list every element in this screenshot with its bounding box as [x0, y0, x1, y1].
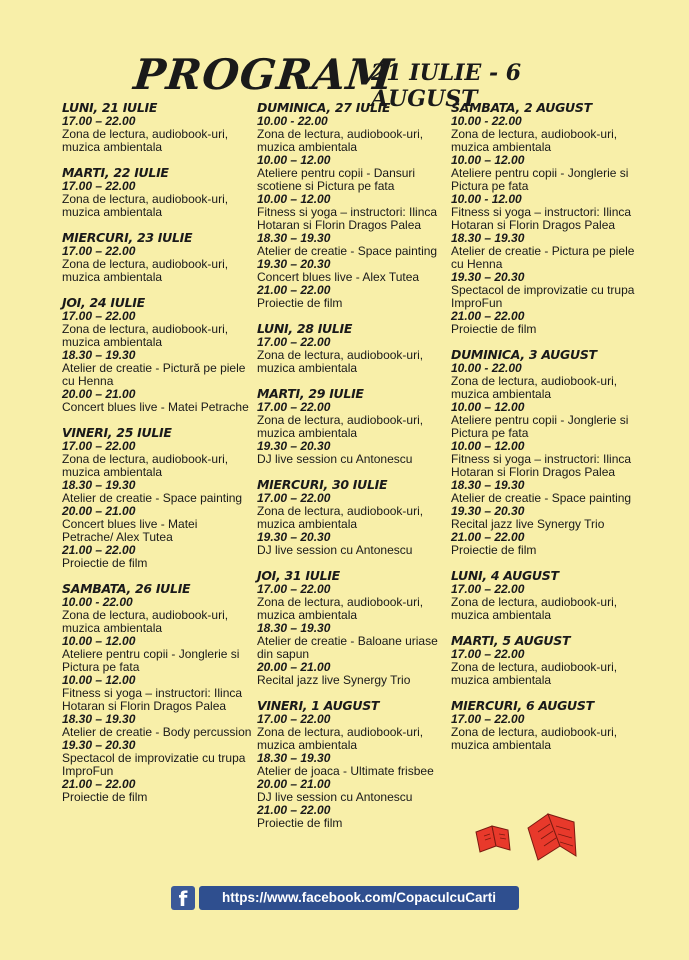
event-time: 10.00 - 22.00 — [62, 595, 133, 609]
event-time: 17.00 – 22.00 — [451, 582, 525, 596]
day-block — [62, 296, 252, 414]
event-activity: Proiectie de film — [451, 543, 537, 557]
books-illustration — [472, 812, 582, 866]
day-block — [62, 582, 252, 804]
event-activity: Ateliere pentru copii - Jonglerie si Pictura pe fata — [451, 166, 629, 193]
event-activity: Atelier de creatie - Baloane uriase din sapun — [257, 634, 438, 661]
event-activity: Spectacol de improvizatie cu trupa ImproFun — [451, 283, 635, 310]
facebook-link-bar[interactable] — [171, 886, 519, 910]
event-activity: Zona de lectura, audiobook-uri, muzica ambientala — [451, 595, 618, 622]
event-activity: Zona de lectura, audiobook-uri, muzica ambientala — [257, 725, 424, 752]
event-time: 21.00 – 22.00 — [62, 777, 136, 791]
event-activity: Concert blues live - Alex Tutea — [257, 270, 420, 284]
event-activity: Zona de lectura, audiobook-uri, muzica ambientala — [451, 374, 618, 401]
schedule-column-3 — [451, 101, 641, 764]
event-time: 17.00 – 22.00 — [62, 439, 136, 453]
event-time: 19.30 – 20.30 — [62, 738, 136, 752]
event-time: 20.00 – 21.00 — [257, 777, 331, 791]
event-activity: Fitness si yoga – instructori: Ilinca Hotaran si Florin Dragos Palea — [62, 686, 243, 713]
day-title: SAMBATA, 26 IULIE — [62, 581, 191, 596]
event-activity: Atelier de creatie - Space painting — [62, 491, 243, 505]
event-time: 17.00 – 22.00 — [62, 309, 136, 323]
facebook-url-link[interactable]: https://www.facebook.com/CopaculcuCarti — [199, 886, 519, 910]
event-activity: Zona de lectura, audiobook-uri, muzica ambientala — [257, 595, 424, 622]
event-activity: Proiectie de film — [62, 556, 148, 570]
event-activity: DJ live session cu Antonescu — [257, 790, 413, 804]
day-title: LUNI, 4 AUGUST — [451, 568, 559, 583]
schedule-columns — [0, 101, 689, 881]
event-activity: Proiectie de film — [257, 816, 343, 830]
day-title: DUMINICA, 27 IULIE — [257, 100, 391, 115]
event-time: 17.00 – 22.00 — [62, 114, 136, 128]
day-block — [62, 166, 252, 219]
event-activity: Zona de lectura, audiobook-uri, muzica ambientala — [62, 322, 229, 349]
event-activity: Atelier de creatie - Pictura pe piele cu Henna — [451, 244, 635, 271]
event-time: 21.00 – 22.00 — [451, 309, 525, 323]
event-activity: Zona de lectura, audiobook-uri, muzica ambientala — [451, 127, 618, 154]
event-activity: Zona de lectura, audiobook-uri, muzica ambientala — [451, 725, 618, 752]
large-book-icon — [528, 814, 576, 860]
day-title: MIERCURI, 23 IULIE — [62, 230, 193, 245]
event-activity: Zona de lectura, audiobook-uri, muzica ambientala — [257, 127, 424, 154]
day-title: MIERCURI, 30 IULIE — [257, 477, 388, 492]
event-time: 10.00 - 22.00 — [451, 361, 522, 375]
day-title: VINERI, 25 IULIE — [62, 425, 172, 440]
event-activity: DJ live session cu Antonescu — [257, 452, 413, 466]
day-block — [451, 569, 641, 622]
event-time: 10.00 – 12.00 — [257, 192, 331, 206]
event-time: 20.00 – 21.00 — [257, 660, 331, 674]
day-title: VINERI, 1 AUGUST — [257, 698, 380, 713]
event-activity: Ateliere pentru copii - Dansuri scotiene si Pictura pe fata — [257, 166, 416, 193]
event-time: 10.00 – 12.00 — [62, 634, 136, 648]
event-time: 21.00 – 22.00 — [451, 530, 525, 544]
event-time: 17.00 – 22.00 — [257, 582, 331, 596]
day-title: MIERCURI, 6 AUGUST — [451, 698, 594, 713]
event-activity: Zona de lectura, audiobook-uri, muzica ambientala — [257, 413, 424, 440]
event-time: 21.00 – 22.00 — [257, 803, 331, 817]
event-time: 19.30 – 20.30 — [257, 257, 331, 271]
event-activity: Zona de lectura, audiobook-uri, muzica ambientala — [257, 348, 424, 375]
event-activity: Ateliere pentru copii - Jonglerie si Pictura pe fata — [62, 647, 240, 674]
day-block — [62, 426, 252, 570]
event-time: 17.00 – 22.00 — [257, 400, 331, 414]
event-time: 18.30 – 19.30 — [257, 751, 331, 765]
day-title: JOI, 31 IULIE — [257, 568, 340, 583]
event-activity: Recital jazz live Synergy Trio — [257, 673, 411, 687]
schedule-column-1 — [62, 101, 252, 816]
event-time: 17.00 – 22.00 — [62, 179, 136, 193]
day-block — [257, 478, 447, 557]
day-block — [62, 231, 252, 284]
event-time: 19.30 – 20.30 — [451, 270, 525, 284]
event-activity: DJ live session cu Antonescu — [257, 543, 413, 557]
event-activity: Concert blues live - Matei Petrache/ Alex Tutea — [62, 517, 198, 544]
event-time: 19.30 – 20.30 — [257, 439, 331, 453]
day-block — [451, 348, 641, 557]
event-activity: Zona de lectura, audiobook-uri, muzica ambientala — [62, 452, 229, 479]
day-title: MARTI, 22 IULIE — [62, 165, 169, 180]
event-time: 18.30 – 19.30 — [62, 712, 136, 726]
event-time: 10.00 – 12.00 — [62, 673, 136, 687]
day-title: SAMBATA, 2 AUGUST — [451, 100, 592, 115]
day-block — [451, 101, 641, 336]
event-time: 18.30 – 19.30 — [451, 231, 525, 245]
event-activity: Spectacol de improvizatie cu trupa ImproFun — [62, 751, 246, 778]
event-time: 17.00 – 22.00 — [451, 647, 525, 661]
event-time: 10.00 – 12.00 — [451, 153, 525, 167]
event-time: 17.00 – 22.00 — [257, 491, 331, 505]
event-time: 10.00 – 12.00 — [451, 439, 525, 453]
facebook-icon[interactable]: f — [171, 886, 195, 910]
event-time: 18.30 – 19.30 — [257, 231, 331, 245]
event-time: 18.30 – 19.30 — [451, 478, 525, 492]
event-activity: Proiectie de film — [451, 322, 537, 336]
event-time: 17.00 – 22.00 — [451, 712, 525, 726]
event-activity: Fitness si yoga – instructori: Ilinca Hotaran si Florin Dragos Palea — [451, 452, 632, 479]
event-time: 10.00 - 22.00 — [257, 114, 328, 128]
event-time: 19.30 – 20.30 — [257, 530, 331, 544]
day-block — [257, 387, 447, 466]
event-activity: Recital jazz live Synergy Trio — [451, 517, 605, 531]
event-activity: Zona de lectura, audiobook-uri, muzica ambientala — [62, 127, 229, 154]
event-activity: Atelier de joaca - Ultimate frisbee — [257, 764, 434, 778]
day-block — [257, 699, 447, 830]
event-activity: Zona de lectura, audiobook-uri, muzica ambientala — [62, 608, 229, 635]
day-title: DUMINICA, 3 AUGUST — [451, 347, 597, 362]
event-time: 18.30 – 19.30 — [257, 621, 331, 635]
event-activity: Atelier de creatie - Body percussion — [62, 725, 252, 739]
small-book-icon — [476, 826, 510, 852]
schedule-column-2 — [257, 101, 447, 842]
event-time: 17.00 – 22.00 — [62, 244, 136, 258]
day-block — [257, 101, 447, 310]
event-time: 19.30 – 20.30 — [451, 504, 525, 518]
event-time: 21.00 – 22.00 — [257, 283, 331, 297]
day-title: MARTI, 5 AUGUST — [451, 633, 571, 648]
event-time: 10.00 - 22.00 — [451, 114, 522, 128]
event-activity: Zona de lectura, audiobook-uri, muzica ambientala — [62, 257, 229, 284]
event-time: 10.00 – 12.00 — [451, 400, 525, 414]
event-activity: Proiectie de film — [257, 296, 343, 310]
event-time: 17.00 – 22.00 — [257, 712, 331, 726]
day-title: LUNI, 28 IULIE — [257, 321, 353, 336]
event-time: 10.00 – 12.00 — [257, 153, 331, 167]
day-block — [451, 634, 641, 687]
event-activity: Fitness si yoga – instructori: Ilinca Hotaran si Florin Dragos Palea — [257, 205, 438, 232]
event-time: 21.00 – 22.00 — [62, 543, 136, 557]
event-time: 20.00 – 21.00 — [62, 387, 136, 401]
day-title: LUNI, 21 IULIE — [62, 100, 158, 115]
day-block — [257, 569, 447, 687]
date-range: 21 IULIE - 6 AUGUST — [371, 60, 522, 112]
event-time: 20.00 – 21.00 — [62, 504, 136, 518]
event-activity: Atelier de creatie - Pictură pe piele cu Henna — [62, 361, 246, 388]
event-activity: Atelier de creatie - Space painting — [257, 244, 438, 258]
event-activity: Concert blues live - Matei Petrache — [62, 400, 249, 414]
day-block — [62, 101, 252, 154]
event-activity: Atelier de creatie - Space painting — [451, 491, 632, 505]
event-activity: Proiectie de film — [62, 790, 148, 804]
event-time: 18.30 – 19.30 — [62, 478, 136, 492]
event-activity: Zona de lectura, audiobook-uri, muzica ambientala — [257, 504, 424, 531]
event-activity: Zona de lectura, audiobook-uri, muzica ambientala — [451, 660, 618, 687]
event-time: 18.30 – 19.30 — [62, 348, 136, 362]
event-activity: Zona de lectura, audiobook-uri, muzica ambientala — [62, 192, 229, 219]
day-title: MARTI, 29 IULIE — [257, 386, 364, 401]
event-time: 17.00 – 22.00 — [257, 335, 331, 349]
day-title: JOI, 24 IULIE — [62, 295, 145, 310]
event-time: 10.00 - 12.00 — [451, 192, 522, 206]
event-activity: Ateliere pentru copii - Jonglerie si Pictura pe fata — [451, 413, 629, 440]
page-title: PROGRAM — [131, 50, 397, 99]
day-block — [451, 699, 641, 752]
event-activity: Fitness si yoga – instructori: Ilinca Hotaran si Florin Dragos Palea — [451, 205, 632, 232]
day-block — [257, 322, 447, 375]
